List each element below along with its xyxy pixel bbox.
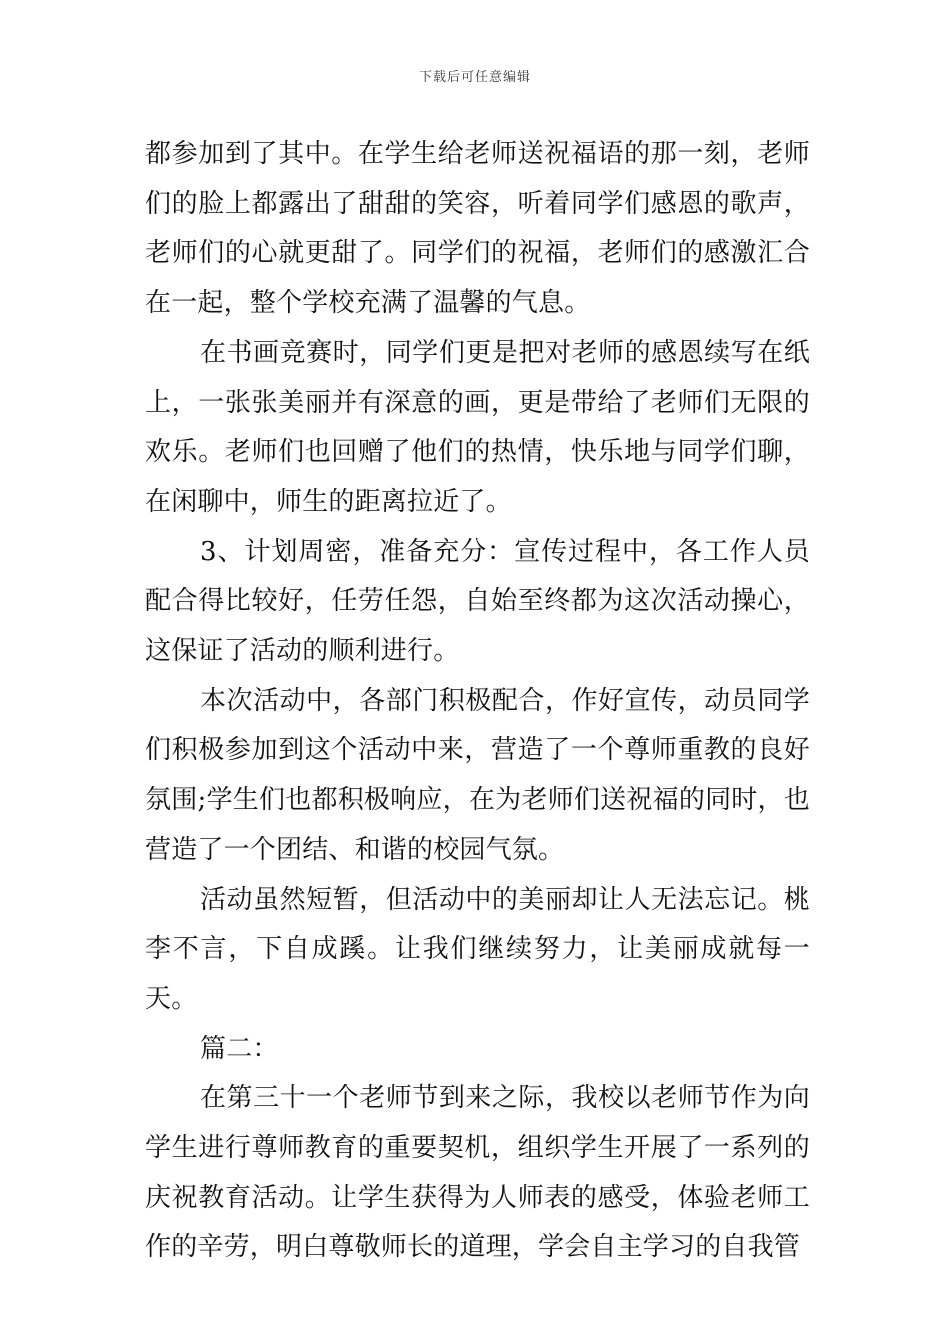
paragraph-planning: 3、计划周密，准备充分：宣传过程中，各工作人员配合得比较好，任劳任怨，自始至终都为这次活动操心，这保证了活动的顺利进行。	[145, 536, 810, 667]
paragraph-conclusion: 活动虽然短暂，但活动中的美丽却让人无法忘记。桃李不言，下自成蹊。让我们继续努力，让美丽成就每一天。	[145, 884, 810, 1014]
section-heading-part-two: 篇二：	[200, 1033, 279, 1064]
paragraph-part-two-intro: 在第三十一个老师节到来之际，我校以老师节作为向学生进行尊师教育的重要契机，组织学生开展了一系列的庆祝教育活动。让学生获得为人师表的感受，体验老师工作的辛劳，明白尊敬师长的道理，学会自主学习的自我管	[145, 1083, 810, 1263]
page-header: 下载后可任意编辑	[418, 70, 531, 85]
paragraph-continuation: 都参加到了其中。在学生给老师送祝福语的那一刻，老师们的脸上都露出了甜甜的笑容，听着同学们感恩的歌声，老师们的心就更甜了。同学们的祝福，老师们的感激汇合在一起，整个学校充满了温馨的气息。	[145, 139, 810, 319]
document-body	[145, 130, 810, 1273]
paragraph-cooperation: 本次活动中，各部门积极配合，作好宣传，动员同学们积极参加到这个活动中来，营造了一个尊师重教的良好氛围;学生们也都积极响应，在为老师们送祝福的同时，也营造了一个团结、和谐的校园气氛。	[145, 685, 810, 865]
paragraph-calligraphy-contest: 在书画竞赛时，同学们更是把对老师的感恩续写在纸上，一张张美丽并有深意的画，更是带给了老师们无限的欢乐。老师们也回赠了他们的热情，快乐地与同学们聊，在闲聊中，师生的距离拉近了。	[145, 337, 810, 517]
